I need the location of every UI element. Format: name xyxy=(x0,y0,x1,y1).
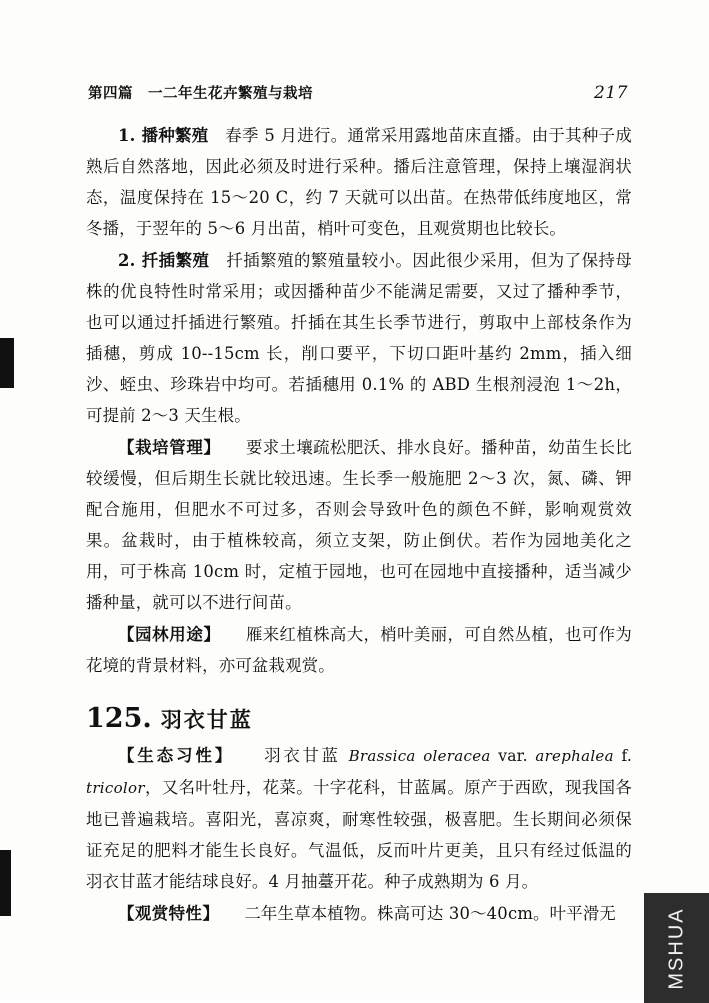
paragraph-label: 【园林用途】 xyxy=(118,625,213,644)
page-content xyxy=(86,120,632,930)
paragraph-text: 要求土壤疏松肥沃、排水良好。播种苗，幼苗生长比较缓慢，但后期生长就比较迅速。生长季一般施肥 2～3 次，氮、磷、钾配合施用，但肥水不可过多，否则会导致叶色的颜色不鲜，影响观赏效果。盆栽时，由于植株较高，须立支架，防止倒伏。若作为园地美化之用，可于株高 10cm 时，定植于园地，也可在园地中直接播种，适当减少播种量，就可以不进行间苗。 xyxy=(86,438,632,612)
paragraph-text: 雁来红植株高大，梢叶美丽，可自然丛植，也可作为花境的背景材料，亦可盆栽观赏。 xyxy=(86,625,632,675)
latin-variety: arephalea xyxy=(535,747,614,765)
paragraph-ornamental-traits xyxy=(86,898,632,929)
section-number: 125. xyxy=(86,703,152,734)
paragraph-text: 二年生草本植物。株高可达 30～40cm。叶平滑无 xyxy=(211,904,617,923)
paragraph-ecological-habits xyxy=(86,740,632,897)
paragraph-label: 【生态习性】 xyxy=(118,746,227,765)
paragraph-text: ，又名叶牡丹，花菜。十字花科，甘蓝属。原产于西欧，现我国各地已普遍栽培。喜阳光，喜凉爽，耐寒性较强，极喜肥。生长期间必须保证充足的肥料才能生长良好。气温低，反而叶片更美，且只有经过低温的羽衣甘蓝才能结球良好。4 月抽薹开花。种子成熟期为 6 月。 xyxy=(86,778,632,891)
paragraph-text: 春季 5 月进行。通常采用露地苗床直播。由于其种子成熟后自然落地，因此必须及时进行采种。播后注意管理，保持上壤湿润状态，温度保持在 15～20 C，约 7 天就可以出苗。在热带低纬度地区，常冬播，于翌年的 5～6 月出苗，梢叶可变色，且观赏期也比较长。 xyxy=(86,126,632,238)
watermark xyxy=(644,893,709,1003)
paragraph-label: 【观赏特性】 xyxy=(118,904,212,923)
scan-edge-mark-top xyxy=(0,338,14,388)
section-heading xyxy=(86,703,632,734)
section-name: 羽衣甘蓝 xyxy=(160,707,253,732)
paragraph-cutting-propagation xyxy=(86,245,632,431)
paragraph-label: 2. 扦插繁殖 xyxy=(118,251,210,270)
latin-connector-f: f. xyxy=(613,747,632,765)
latin-name-genus-species: Brassica oleracea xyxy=(348,747,491,765)
paragraph-text: 扦插繁殖的繁殖量较小。因此很少采用，但为了保持母株的优良特性时常采用；或因播种苗少不能满足需要，又过了播种季节，也可以通过扦插进行繁殖。扦插在其生长季节进行，剪取中上部枝条作为插穗，剪成 10--15cm 长，削口要平，下切口距叶基约 2mm，插入细沙、蛭虫、珍珠岩中均可。若插穗用 0.1% 的 ABD 生根剂浸泡 1～2h，可提前 2～3 天生根。 xyxy=(86,251,633,425)
latin-form: tricolor xyxy=(86,779,145,797)
paragraph-sowing-propagation xyxy=(86,120,632,244)
paragraph-label: 【栽培管理】 xyxy=(118,438,213,457)
scan-edge-mark-bottom xyxy=(0,850,11,916)
running-header xyxy=(88,82,628,103)
paragraph-label: 1. 播种繁殖 xyxy=(118,126,209,145)
latin-connector-var: var. xyxy=(490,747,536,765)
paragraph-prefix: 羽衣甘蓝 xyxy=(226,746,349,765)
header-title: 第四篇 一二年生花卉繁殖与栽培 xyxy=(88,85,313,102)
watermark-text: MSHUA xyxy=(665,906,688,990)
page-number: 217 xyxy=(594,83,628,103)
paragraph-cultivation-management xyxy=(86,432,632,618)
paragraph-landscape-use xyxy=(86,619,632,681)
